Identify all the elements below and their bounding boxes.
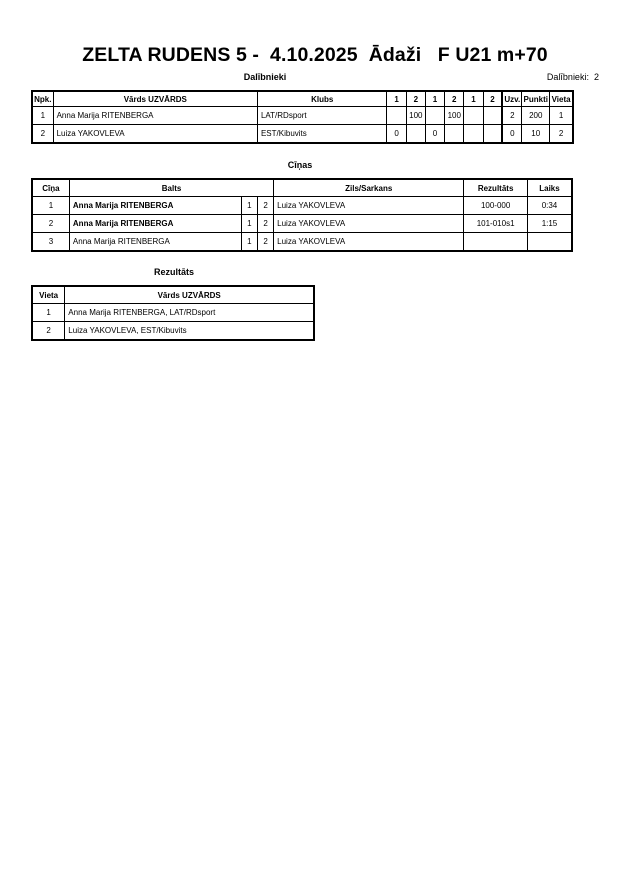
club-cell: LAT/RDsport — [257, 107, 387, 125]
col-name: Vārds UZVĀRDS — [65, 286, 314, 304]
points-cell: 10 — [522, 125, 550, 144]
col-place: Vieta — [32, 286, 65, 304]
result-cell: 101-010s1 — [464, 215, 528, 233]
time-cell: 1:15 — [527, 215, 572, 233]
round-cell — [464, 125, 483, 144]
col-points: Punkti — [522, 91, 550, 107]
name-cell: Luiza YAKOVLEVA — [53, 125, 257, 144]
name-cell: Anna Marija RITENBERGA — [53, 107, 257, 125]
points-cell: 200 — [522, 107, 550, 125]
col-wins: Uzv. — [502, 91, 522, 107]
round-cell — [387, 107, 406, 125]
white-flag-cell: 1 — [241, 215, 257, 233]
round-cell: 100 — [445, 107, 464, 125]
table-row — [32, 125, 573, 144]
table-row — [32, 233, 572, 252]
fight-no-cell: 3 — [32, 233, 69, 252]
place-cell: 2 — [550, 125, 573, 144]
results-table — [31, 285, 315, 341]
time-cell — [527, 233, 572, 252]
white-flag-cell: 1 — [241, 197, 257, 215]
table-row — [32, 197, 572, 215]
round-cell: 0 — [425, 125, 444, 144]
round-cell — [425, 107, 444, 125]
result-cell — [464, 233, 528, 252]
result-cell: 100-000 — [464, 197, 528, 215]
place-cell: 1 — [32, 304, 65, 322]
col-blue: Zils/Sarkans — [274, 179, 464, 197]
col-round: 1 — [464, 91, 483, 107]
page-title: ZELTA RUDENS 5 - 4.10.2025 Ādaži F U21 m+70 — [82, 44, 548, 66]
results-header-row — [32, 286, 314, 304]
col-fight-no: Cīņa — [32, 179, 69, 197]
fights-header-row — [32, 179, 572, 197]
fight-no-cell: 2 — [32, 215, 69, 233]
time-cell: 0:34 — [527, 197, 572, 215]
round-cell — [445, 125, 464, 144]
place-cell: 1 — [550, 107, 573, 125]
club-cell: EST/Kibuvits — [257, 125, 387, 144]
white-cell: Anna Marija RITENBERGA — [69, 197, 241, 215]
col-white: Balts — [69, 179, 273, 197]
col-name: Vārds UZVĀRDS — [53, 91, 257, 107]
white-cell: Anna Marija RITENBERGA — [69, 215, 241, 233]
col-round: 2 — [445, 91, 464, 107]
col-place: Vieta — [550, 91, 573, 107]
participants-count — [547, 72, 599, 82]
participants-table — [31, 90, 574, 144]
table-row — [32, 322, 314, 341]
place-cell: 2 — [32, 322, 65, 341]
wins-cell: 0 — [502, 125, 522, 144]
table-row — [32, 304, 314, 322]
participants-header-row — [32, 91, 573, 107]
fights-table — [31, 178, 573, 252]
col-npk: Npk. — [32, 91, 53, 107]
white-cell: Anna Marija RITENBERGA — [69, 233, 241, 252]
col-round: 2 — [483, 91, 502, 107]
blue-cell: Luiza YAKOVLEVA — [274, 233, 464, 252]
table-row — [32, 215, 572, 233]
blue-flag-cell: 2 — [257, 197, 273, 215]
participants-count-label: Dalībnieki: — [546, 72, 589, 82]
round-cell — [483, 107, 502, 125]
round-cell — [464, 107, 483, 125]
round-cell — [483, 125, 502, 144]
col-round: 1 — [387, 91, 406, 107]
col-result: Rezultāts — [464, 179, 528, 197]
fights-heading: Cīņas — [287, 160, 313, 170]
white-flag-cell: 1 — [241, 233, 257, 252]
participants-count-value: 2 — [593, 72, 599, 82]
name-cell: Anna Marija RITENBERGA, LAT/RDsport — [65, 304, 314, 322]
results-heading: Rezultāts — [153, 267, 194, 277]
col-time: Laiks — [527, 179, 572, 197]
name-cell: Luiza YAKOVLEVA, EST/Kibuvits — [65, 322, 314, 341]
npk-cell: 2 — [32, 125, 53, 144]
col-round: 2 — [406, 91, 425, 107]
blue-cell: Luiza YAKOVLEVA — [274, 215, 464, 233]
wins-cell: 2 — [502, 107, 522, 125]
blue-cell: Luiza YAKOVLEVA — [274, 197, 464, 215]
npk-cell: 1 — [32, 107, 53, 125]
table-row — [32, 107, 573, 125]
round-cell: 0 — [387, 125, 406, 144]
col-round: 1 — [425, 91, 444, 107]
participants-heading: Dalībnieki — [243, 72, 287, 82]
blue-flag-cell: 2 — [257, 215, 273, 233]
col-club: Klubs — [257, 91, 387, 107]
round-cell — [406, 125, 425, 144]
fight-no-cell: 1 — [32, 197, 69, 215]
round-cell: 100 — [406, 107, 425, 125]
blue-flag-cell: 2 — [257, 233, 273, 252]
